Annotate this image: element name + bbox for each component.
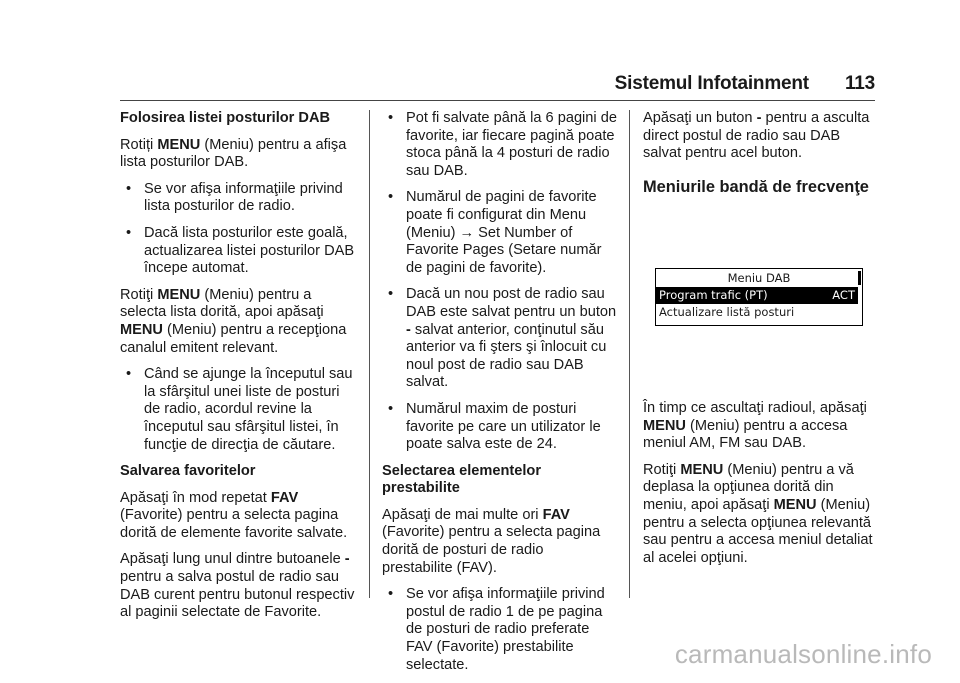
section-heading-favorites: Salvarea favoritelor [120, 463, 256, 480]
paragraph: Apăsaţi un buton - pentru a asculta direct postul de radio sau DAB salvat pentru acel buton. [643, 110, 870, 162]
bullet-item: • Numărul de pagini de favorite poate fi configurat din Menu (Meniu) → Set Number of Favorite Pages (Setare număr de pagini de favorite). [388, 189, 602, 276]
column-divider-2 [629, 110, 630, 598]
column-divider-1 [369, 110, 370, 598]
paragraph: Apăsaţi de mai multe ori FAV (Favorite) pentru a selecta pagina dorită de posturi de radio prestabilite (FAV). [382, 506, 601, 576]
dab-menu-screen [655, 268, 863, 326]
paragraph: Rotiţi MENU (Meniu) pentru a vă deplasa la opţiunea dorită din meniu, apoi apăsaţi MENU (Meniu) pentru a selecta opţiunea relevantă sau pentru a accesa meniul detaliat al acelei opţiuni. [643, 461, 873, 566]
bullet-item: • Când se ajunge la începutul sau la sfârşitul unei liste de posturi de radio, acordul revine la începutul sau sfârşitul listei, în funcţie de direcţia de căutare. [126, 366, 353, 453]
page-header [120, 73, 875, 95]
bullet-item: • Se vor afişa informaţiile privind lista posturilor de radio. [126, 180, 343, 215]
column-3-lower [643, 400, 875, 576]
screen-row-selected: Program trafic (PT) ACT [656, 287, 858, 304]
section-heading-band-menus: Meniurile bandă de frecvenţe [643, 177, 869, 196]
section-heading-dab-list: Folosirea listei posturilor DAB [120, 110, 331, 126]
screen-row: Actualizare listă posturi [659, 305, 795, 319]
scrollbar-indicator [858, 271, 861, 285]
screen-title: Meniu DAB [727, 271, 791, 285]
column-1 [120, 110, 358, 631]
column-3 [643, 110, 875, 197]
paragraph: În timp ce ascultaţi radioul, apăsaţi MENU (Meniu) pentru a accesa meniul AM, FM sau DAB. [643, 400, 867, 452]
paragraph: Rotiți MENU (Meniu) pentru a afişa lista posturilor DAB. [120, 136, 347, 171]
paragraph: Rotiţi MENU (Meniu) pentru a selecta lista dorită, apoi apăsaţi MENU (Meniu) pentru a recepţiona canalul emitent relevant. [120, 286, 347, 356]
bullet-item: • Dacă un nou post de radio sau DAB este salvat pentru un buton - salvat anterior, conţinutul său anterior va fi şters şi înlocuit cu noul post de radio sau DAB salvat. [388, 286, 617, 391]
page-number: 113 [844, 73, 875, 94]
column-2 [382, 110, 618, 683]
header-title: Sistemul Infotainment [614, 73, 809, 94]
watermark: carmanualsonline.info [674, 639, 932, 669]
header-rule [120, 100, 875, 101]
section-heading-presets: Selectarea elementelor prestabilite [382, 462, 541, 497]
paragraph: Apăsaţi lung unul dintre butoanele - pentru a salva postul de radio sau DAB curent pentru butonul respectiv al paginii selectate de Favorite. [120, 551, 355, 621]
paragraph: Apăsaţi în mod repetat FAV (Favorite) pentru a selecta pagina dorită de elemente favorite salvate. [120, 489, 348, 541]
bullet-item: • Dacă lista posturilor este goală, actualizarea listei posturilor DAB începe automat. [126, 224, 355, 277]
bullet-item: • Se vor afişa informaţiile privind postul de radio 1 de pe pagina de posturi de radio preferate FAV (Favorite) prestabilite selectate. [388, 586, 605, 673]
bullet-item: • Pot fi salvate până la 6 pagini de favorite, iar fiecare pagină poate stoca până la 4 posturi de radio sau DAB. [388, 110, 617, 179]
bullet-item: • Numărul maxim de posturi favorite pe care un utilizator le poate salva este de 24. [388, 400, 601, 453]
